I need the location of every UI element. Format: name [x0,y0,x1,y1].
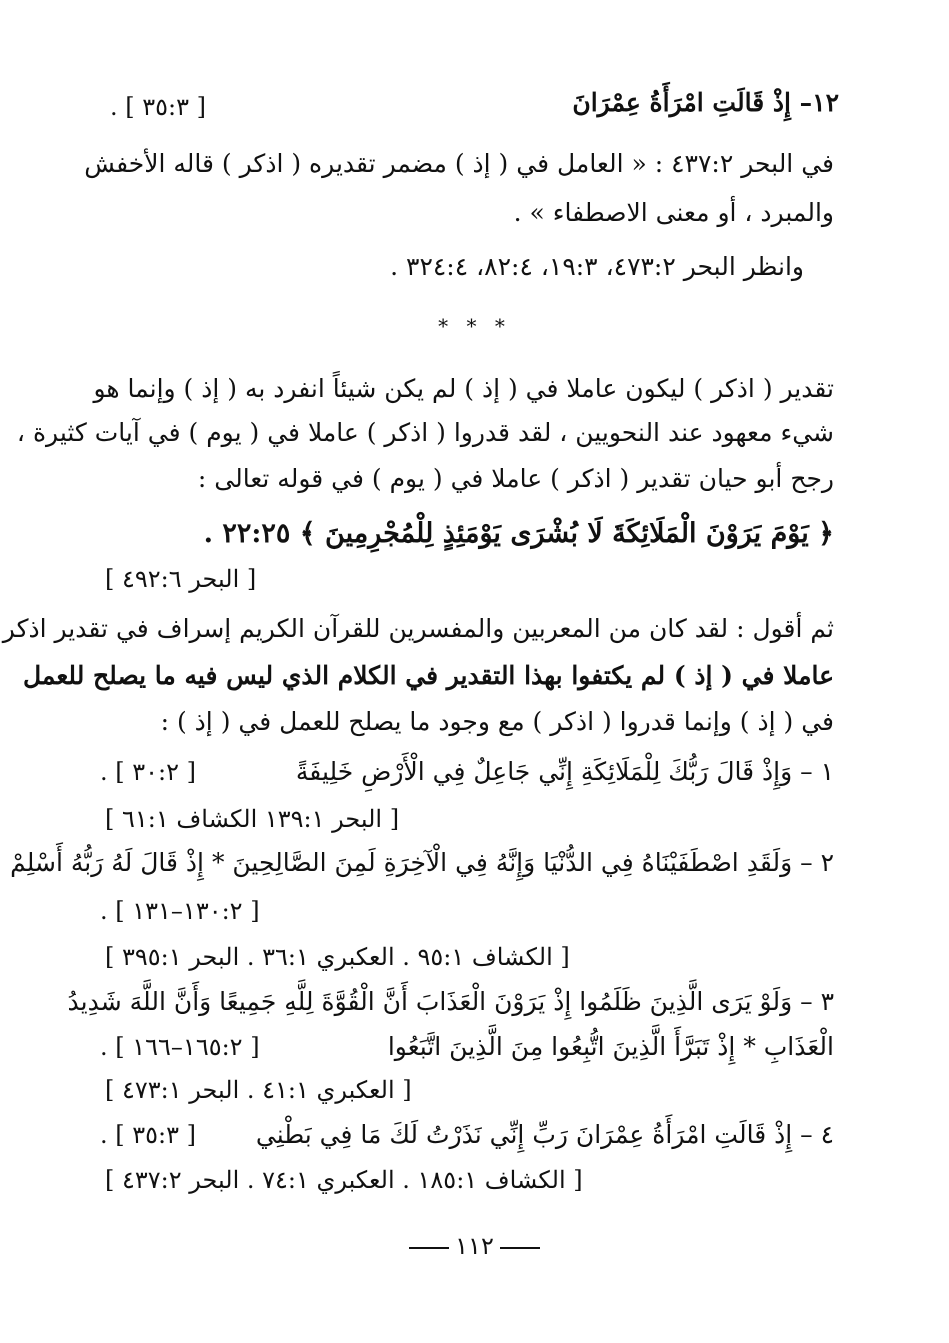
entry-12-reference: [ ٣٥:٣ ] . [110,93,207,121]
page-number-text: ١١٢ [455,1232,494,1260]
example-2-reference: [ ١٣٠:٢–١٣١ ] . [100,897,260,925]
example-3-verse: ٣ – وَلَوْ يَرَى الَّذِينَ ظَلَمُوا إِذْ يَرَوْنَ الْعَذَابَ أَنَّ الْقُوَّةَ لِلَّهِ جَمِيعًا وَأَنَّ اللَّهَ شَدِيدُ [67,987,834,1016]
text-line: شيء معهود عند النحويين ، لقد قدروا ( اذكر ) عاملا في ( يوم ) في آيات كثيرة ، [16,418,834,447]
text-line: وانظر البحر ٤٧٣:٢، ١٩:٣، ٨٢:٤، ٣٢٤:٤ . [390,252,804,281]
example-3-reference: [ ١٦٥:٢–١٦٦ ] . [100,1033,260,1061]
text-line: في ( إذ ) وإنما قدروا ( اذكر ) مع وجود ما يصلح للعمل في ( إذ ) : [160,707,834,736]
reference: [ الكشاف ١٨٥:١ . العكبري ٧٤:١ . البحر ٤٣٧:٢ ] [105,1166,583,1194]
text-line: في البحر ٤٣٧:٢ : « العامل في ( إذ ) مضمر تقديره ( اذكر ) قاله الأخفش [84,149,834,178]
reference: [ العكبري ٤١:١ . البحر ٤٧٣:١ ] [105,1076,412,1104]
text-line: والمبرد ، أو معنى الاصطفاء » . [513,198,834,227]
example-2-verse: ٢ – وَلَقَدِ اصْطَفَيْنَاهُ فِي الدُّنْيَا وَإِنَّهُ فِي الْآخِرَةِ لَمِنَ الصَّالِحِينَ * إِذْ قَالَ لَهُ رَبُّهُ أَسْلِمْ [10,848,834,877]
reference: [ البحر ٤٩٢:٦ ] [105,565,257,593]
page-number-dash [500,1247,540,1249]
example-3-verse-cont: الْعَذَابِ * إِذْ تَبَرَّأَ الَّذِينَ اتُّبِعُوا مِنَ الَّذِينَ اتَّبَعُوا [387,1032,834,1061]
reference: [ الكشاف ٩٥:١ . العكبري ٣٦:١ . البحر ٣٩٥:١ ] [105,943,570,971]
entry-12-verse: ١٢– إِذْ قَالَتِ امْرَأَةُ عِمْرَانَ [572,88,839,117]
text-line: عاملا في ( إذ ) لم يكتفوا بهذا التقدير في الكلام الذي ليس فيه ما يصلح للعمل [22,661,834,690]
example-1-reference: [ ٣٠:٢ ] . [100,758,197,786]
example-1-verse: ١ – وَإِذْ قَالَ رَبُّكَ لِلْمَلَائِكَةِ إِنِّي جَاعِلٌ فِي الْأَرْضِ خَلِيفَةً [295,757,834,786]
page-number [0,1232,949,1260]
text-line: رجح أبو حيان تقدير ( اذكر ) عاملا في ( يوم ) في قوله تعالى : [197,464,834,493]
text-line: تقدير ( اذكر ) ليكون عاملا في ( إذ ) لم يكن شيئاً انفرد به ( إذ ) وإنما هو [93,374,834,403]
example-4-reference: [ ٣٥:٣ ] . [100,1121,197,1149]
page-number-dash [409,1247,449,1249]
reference: [ البحر ١٣٩:١ الكشاف ٦١:١ ] [105,805,400,833]
section-separator: * * * [438,314,511,338]
example-4-verse: ٤ – إِذْ قَالَتِ امْرَأَةُ عِمْرَانَ رَبِّ إِنِّي نَذَرْتُ لَكَ مَا فِي بَطْنِي [255,1120,834,1149]
quran-verse: ﴿ يَوْمَ يَرَوْنَ الْمَلَائِكَةَ لَا بُشْرَى يَوْمَئِذٍ لِلْمُجْرِمِينَ ﴾ ٢٢:٢٥ . [203,518,834,549]
text-line: ثم أقول : لقد كان من المعربين والمفسرين للقرآن الكريم إسراف في تقدير اذكر [2,614,834,643]
